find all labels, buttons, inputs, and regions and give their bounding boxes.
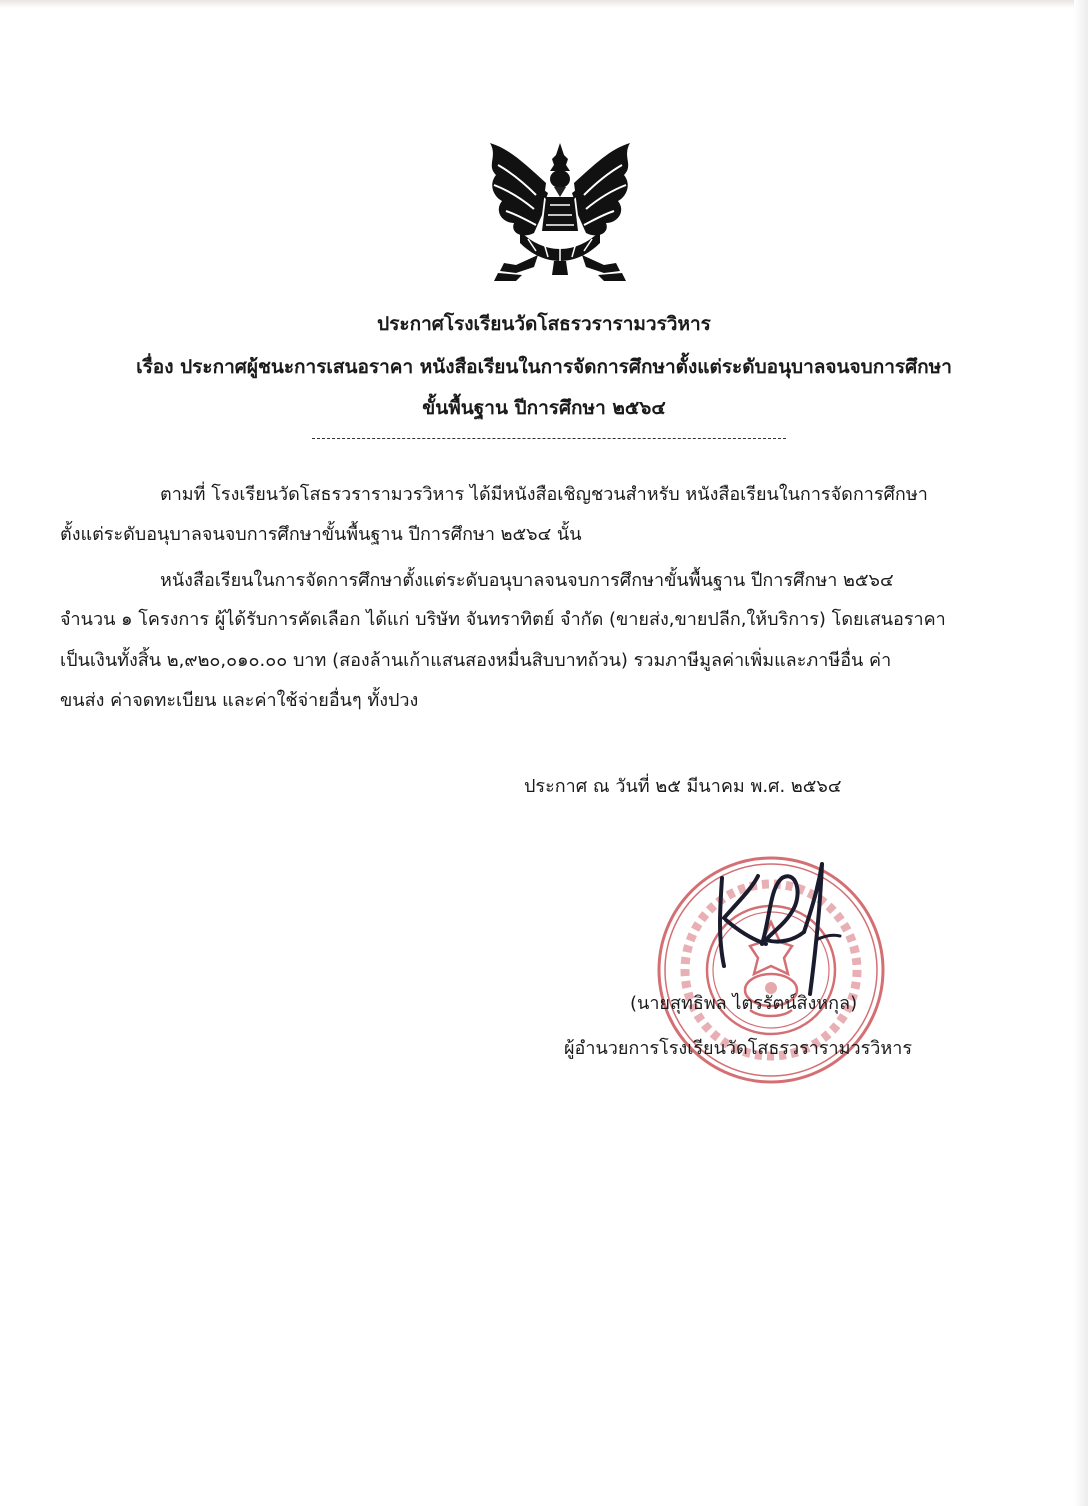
announcement-title: ประกาศโรงเรียนวัดโสธรวรารามวรวิหาร <box>377 313 711 335</box>
page-right-edge <box>1074 0 1088 1506</box>
body-paragraph-2-line-3: เป็นเงินทั้งสิ้น ๒,๙๒๐,๐๑๐.๐๐ บาท (สองล้านเก้าแสนสองหมื่นสิบบาทถ้วน) รวมภาษีมูลค่าเพิ่มและภาษีอื่น ค่า <box>60 650 892 671</box>
announcement-subject-continued: ขั้นพื้นฐาน ปีการศึกษา ๒๕๖๔ <box>422 397 666 419</box>
signature-icon <box>700 848 860 998</box>
body-paragraph-1-line-2: ตั้งแต่ระดับอนุบาลจนจบการศึกษาขั้นพื้นฐาน ปีการศึกษา ๒๕๖๔ นั้น <box>60 524 582 545</box>
announcement-date: ประกาศ ณ วันที่ ๒๕ มีนาคม พ.ศ. ๒๕๖๔ <box>524 776 842 797</box>
signatory-name: (นายสุทธิพล ไตรรัตน์สิงหกุล) <box>630 993 858 1014</box>
page-top-edge <box>0 0 1088 8</box>
body-paragraph-2-line-1: หนังสือเรียนในการจัดการศึกษาตั้งแต่ระดับอนุบาลจนจบการศึกษาขั้นพื้นฐาน ปีการศึกษา ๒๕๖๔ <box>160 570 894 591</box>
signatory-position: ผู้อำนวยการโรงเรียนวัดโสธรวรารามวรวิหาร <box>564 1038 913 1059</box>
announcement-subject: เรื่อง ประกาศผู้ชนะการเสนอราคา หนังสือเรียนในการจัดการศึกษาตั้งแต่ระดับอนุบาลจนจบการศึกษา <box>136 356 952 378</box>
body-paragraph-2-line-2: จำนวน ๑ โครงการ ผู้ได้รับการคัดเลือก ได้แก่ บริษัท จันทราทิตย์ จำกัด (ขายส่ง,ขายปลีก,ให้บริการ) โดยเสนอราคา <box>60 609 946 630</box>
garuda-emblem-icon <box>476 135 644 287</box>
body-paragraph-2-line-4: ขนส่ง ค่าจดทะเบียน และค่าใช้จ่ายอื่นๆ ทั้งปวง <box>60 690 419 711</box>
body-paragraph-1-line-1: ตามที่ โรงเรียนวัดโสธรวรารามวรวิหาร ได้มีหนังสือเชิญชวนสำหรับ หนังสือเรียนในการจัดการศึกษา <box>160 484 928 505</box>
dashed-divider <box>312 438 786 439</box>
